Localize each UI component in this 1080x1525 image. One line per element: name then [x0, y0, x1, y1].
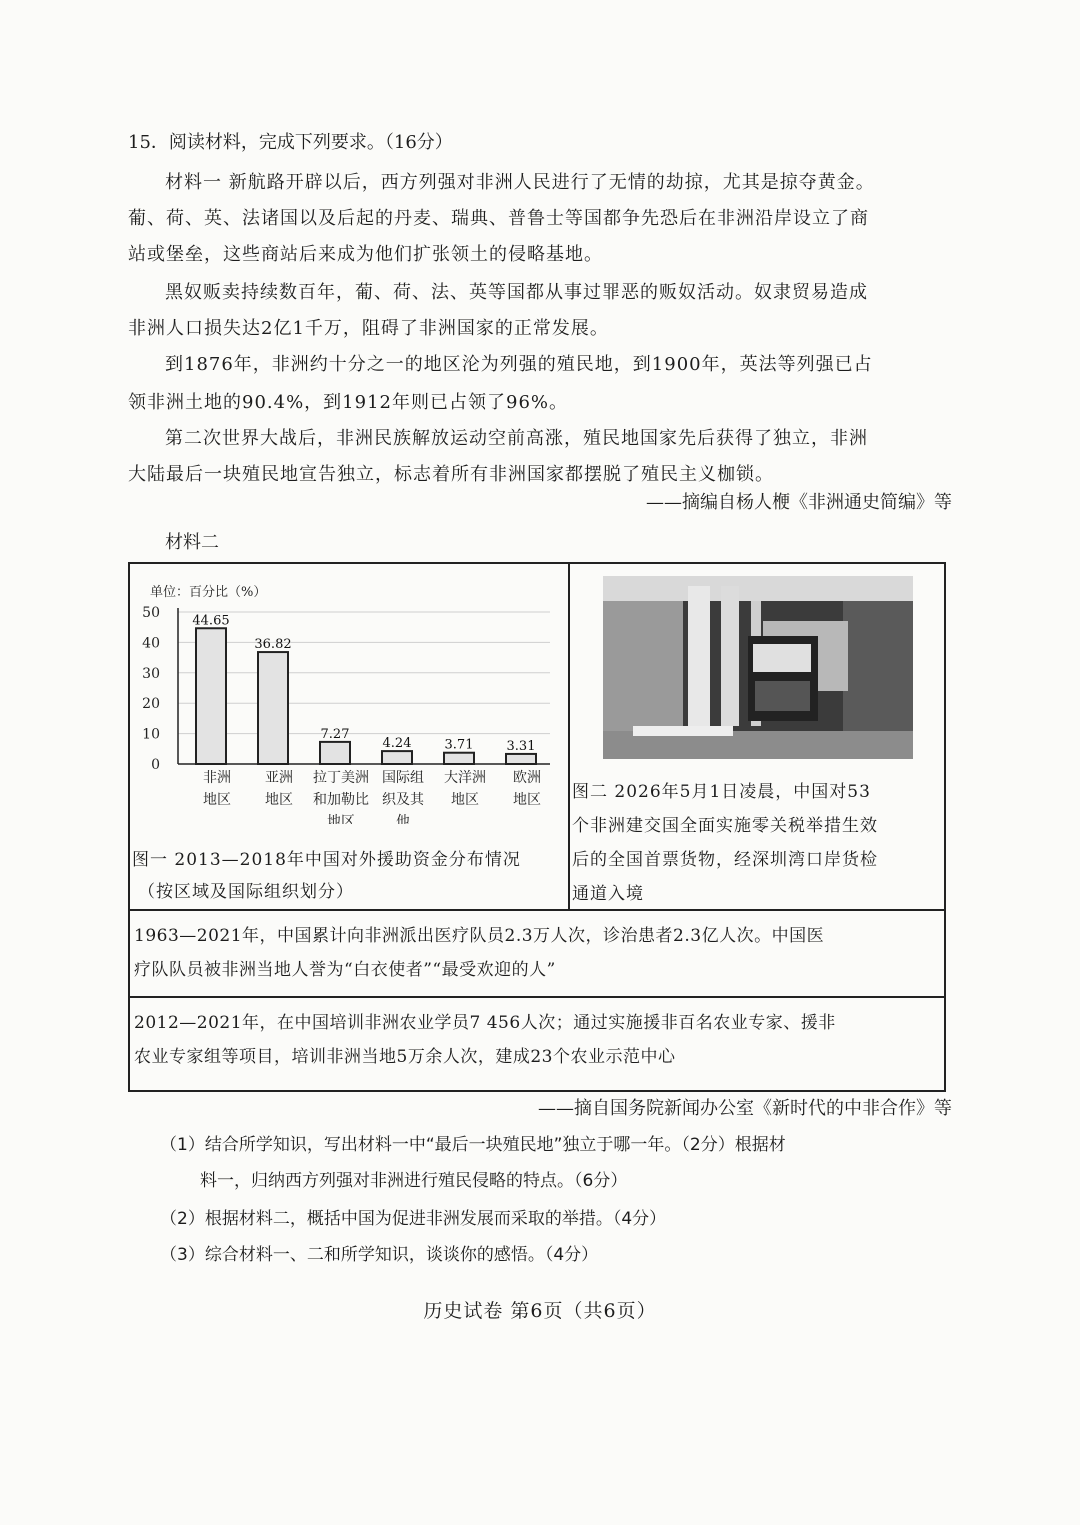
material1-line: 领非洲土地的90.4%，到1912年则已占领了96%。 — [128, 392, 568, 413]
figure2-caption-line: 后的全国首票货物，经深圳湾口岸货检 — [572, 850, 878, 870]
category-label: 织及其 — [382, 792, 424, 808]
material2-label: 材料二 — [165, 532, 219, 553]
question-title: 15．阅读材料，完成下列要求。（16分） — [128, 132, 453, 153]
row-line: 疗队队员被非洲当地人誉为“白衣使者”“最受欢迎的人” — [134, 960, 556, 980]
y-tick-label: 40 — [142, 635, 160, 652]
material1-line: 葡、荷、英、法诸国以及后起的丹麦、瑞典、普鲁士等国都争先恐后在非洲沿岸设立了商 — [128, 208, 869, 229]
truck-photo — [603, 576, 913, 759]
figure1-caption: 图一 2013—2018年中国对外援助资金分布情况 — [132, 850, 521, 870]
figure1-caption-sub: （按区域及国际组织划分） — [138, 882, 354, 902]
material2-source: ——摘自国务院新闻办公室《新时代的中非合作》等 — [538, 1098, 952, 1119]
category-label: 和加勒比 — [313, 792, 369, 808]
material1-line: 到1876年，非洲约十分之一的地区沦为列强的殖民地，到1900年，英法等列强已占 — [165, 354, 873, 375]
category-label: 拉丁美洲 — [313, 770, 369, 786]
category-label: 欧洲 — [513, 770, 541, 786]
category-label: 地区 — [451, 792, 479, 808]
row-line: 2012—2021年，在中国培训非洲农业学员7 456人次；通过实施援非百名农业专家、援非 — [134, 1013, 836, 1033]
material1-line: 第二次世界大战后，非洲民族解放运动空前高涨，殖民地国家先后获得了独立，非洲 — [165, 428, 868, 449]
bar-value-label: 7.27 — [320, 726, 350, 742]
chart-unit-label: 单位：百分比（%） — [150, 585, 267, 600]
category-label: 地区 — [265, 792, 293, 808]
material1-line: 材料一 新航路开辟以后，西方列强对非洲人民进行了无情的劫掠，尤其是掠夺黄金。 — [165, 172, 875, 193]
bar — [444, 753, 474, 764]
bar-value-label: 4.24 — [382, 736, 412, 752]
bar — [320, 742, 350, 764]
bar — [506, 754, 536, 764]
bar-value-label: 44.65 — [192, 613, 230, 629]
y-tick-label: 30 — [142, 665, 160, 682]
figure2-caption-line: 个非洲建交国全面实施零关税举措生效 — [572, 816, 878, 836]
task-line: （1）结合所学知识，写出材料一中“最后一块殖民地”独立于哪一年。（2分）根据材 — [160, 1135, 786, 1155]
material1-line: 站或堡垒，这些商站后来成为他们扩张领土的侵略基地。 — [128, 244, 603, 265]
category-label: 大洋洲 — [444, 770, 486, 786]
category-label: 地区 — [327, 814, 355, 824]
material1-source: ——摘编自杨人楩《非洲通史简编》等 — [646, 492, 952, 513]
category-label: 国际组 — [382, 770, 424, 786]
task-line: （3）综合材料一、二和所学知识，谈谈你的感悟。（4分） — [160, 1245, 599, 1265]
y-tick-label: 50 — [142, 605, 160, 621]
material1-line: 黑奴贩卖持续数百年，葡、荷、法、英等国都从事过罪恶的贩奴活动。奴隶贸易造成 — [165, 282, 868, 303]
material1-line: 非洲人口损失达2亿1千万，阻碍了非洲国家的正常发展。 — [128, 318, 609, 339]
y-tick-label: 0 — [151, 757, 160, 773]
figure2-caption-line: 通道入境 — [572, 884, 644, 904]
bar-value-label: 3.31 — [506, 738, 536, 754]
y-tick-label: 20 — [142, 696, 160, 713]
task-line: 料一，归纳西方列强对非洲进行殖民侵略的特点。（6分） — [200, 1171, 628, 1191]
material2-figure-table — [128, 562, 946, 1092]
row-line: 农业专家组等项目，培训非洲当地5万余人次，建成23个农业示范中心 — [134, 1047, 676, 1067]
page-footer: 历史试卷 第6页（共6页） — [423, 1300, 657, 1322]
category-label: 地区 — [203, 792, 231, 808]
row-line: 1963—2021年，中国累计向非洲派出医疗队员2.3万人次，诊治患者2.3亿人次。中国医 — [134, 926, 825, 946]
bar-value-label: 3.71 — [444, 737, 474, 753]
bar-chart — [130, 564, 568, 824]
task-line: （2）根据材料二，概括中国为促进非洲发展而采取的举措。（4分） — [160, 1209, 667, 1229]
figure1-chart — [130, 564, 568, 909]
bar — [382, 751, 412, 764]
y-tick-label: 10 — [142, 726, 160, 743]
truck-image — [603, 576, 913, 759]
category-label: 他 — [396, 814, 410, 824]
category-label: 地区 — [513, 792, 541, 808]
material1-line: 大陆最后一块殖民地宣告独立，标志着所有非洲国家都摆脱了殖民主义枷锁。 — [128, 464, 774, 485]
bar-value-label: 36.82 — [254, 637, 292, 653]
bar — [258, 652, 288, 764]
category-label: 亚洲 — [265, 770, 293, 786]
bar — [196, 628, 226, 764]
category-label: 非洲 — [203, 770, 231, 786]
figure2-caption-line: 图二 2026年5月1日凌晨，中国对53 — [572, 782, 871, 802]
